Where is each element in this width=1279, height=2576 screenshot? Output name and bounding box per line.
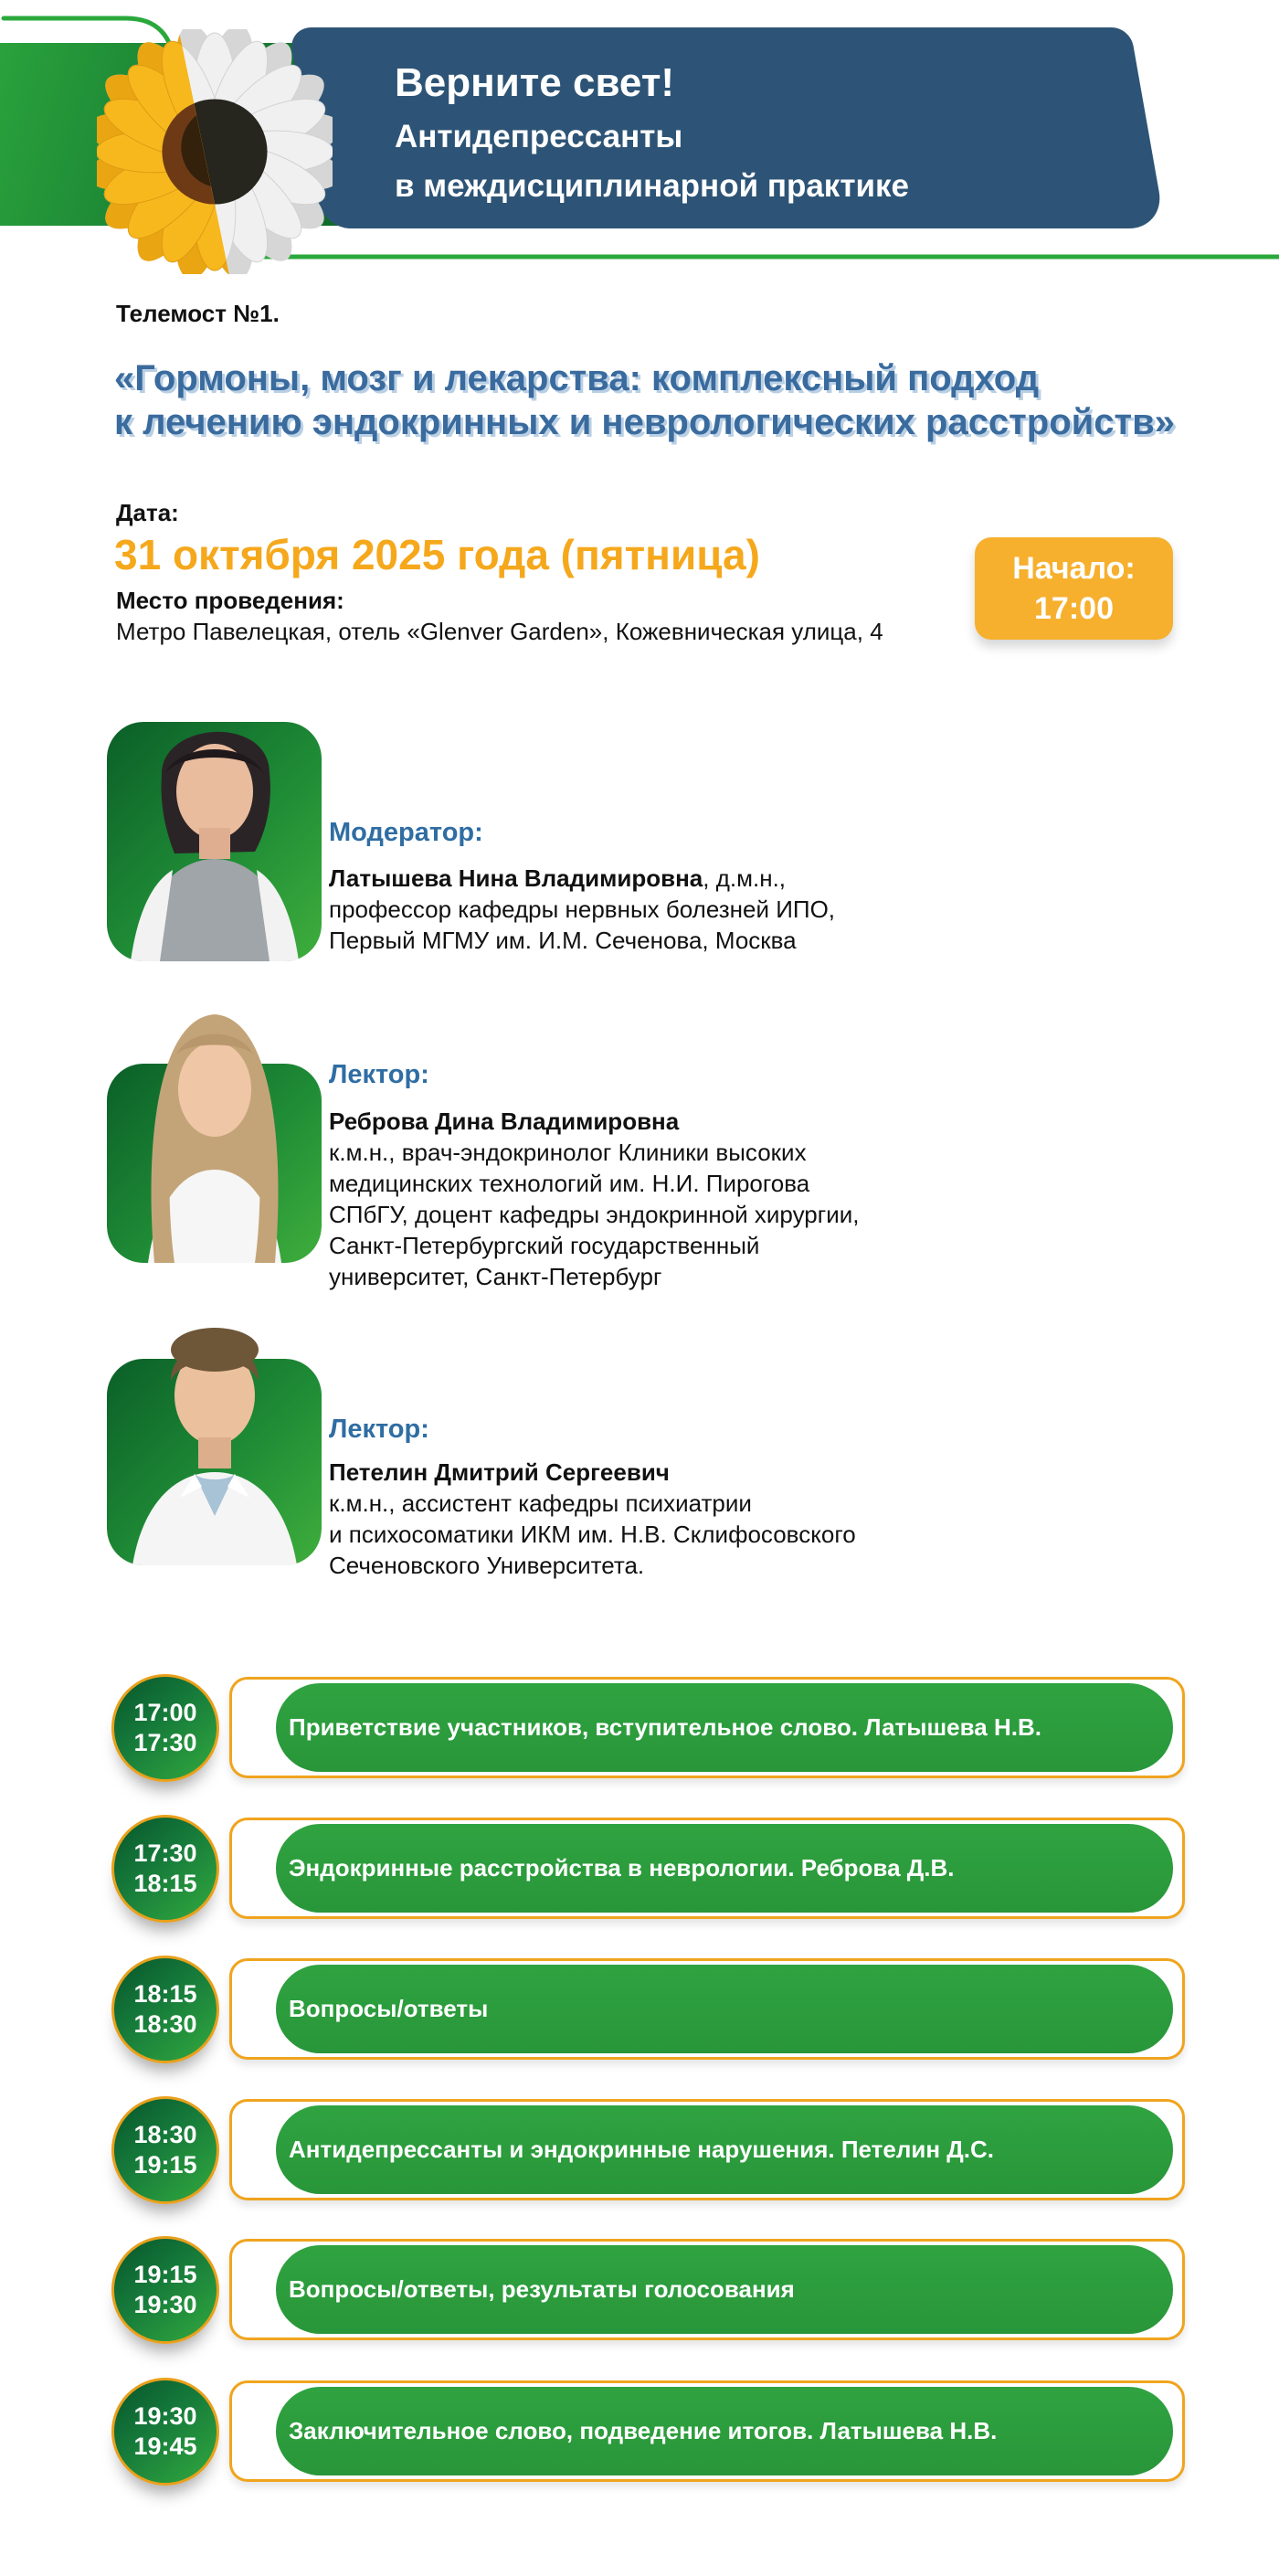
time-start: 17:30 xyxy=(133,1839,197,1867)
time-start: 18:15 xyxy=(133,1980,197,2008)
agenda-row xyxy=(229,2380,1185,2482)
agenda-row-fill xyxy=(276,1683,1173,1772)
speaker-role: Лектор: xyxy=(329,1060,429,1089)
agenda-row-fill xyxy=(276,2245,1173,2334)
time-start: 18:30 xyxy=(133,2121,197,2148)
speaker-bio-line: к.м.н., врач-эндокринолог Клиники высоких xyxy=(329,1139,807,1166)
header-subtitle-line: в междисциплинарной практике xyxy=(395,168,909,204)
agenda-time-badge xyxy=(111,2096,219,2204)
speaker-bio-line: Первый МГМУ им. И.М. Сеченова, Москва xyxy=(329,927,797,954)
speaker-name: Петелин Дмитрий Сергеевич xyxy=(329,1458,670,1486)
agenda-time-badge xyxy=(111,1674,219,1782)
header-title: Верните свет! xyxy=(395,60,675,105)
sunflower-icon xyxy=(97,29,333,274)
agenda-item-title: Эндокринные расстройства в неврологии. Реброва Д.В. xyxy=(289,1854,955,1882)
agenda-item-title: Вопросы/ответы, результаты голосования xyxy=(289,2275,795,2303)
speaker-bio-line: медицинских технологий им. Н.И. Пирогова xyxy=(329,1170,810,1197)
time-end: 19:15 xyxy=(133,2151,197,2178)
agenda-item-title: Антидепрессанты и эндокринные нарушения. Петелин Д.С. xyxy=(289,2136,995,2163)
speaker-name-line xyxy=(329,1458,670,1487)
speaker-role: Модератор: xyxy=(329,818,483,847)
event-title-line: к лечению эндокринных и неврологических расстройств» xyxy=(114,402,1175,442)
speaker-bio-line: профессор кафедры нервных болезней ИПО, xyxy=(329,896,836,923)
speaker-name-line xyxy=(329,864,786,893)
speaker-bio-line: и психосоматики ИКМ им. Н.В. Склифосовского xyxy=(329,1521,856,1548)
agenda-row-fill xyxy=(276,1965,1173,2053)
portrait-man-short-hair-white-coat-icon xyxy=(107,1293,322,1565)
time-end: 18:30 xyxy=(133,2010,197,2038)
date-label: Дата: xyxy=(116,499,179,526)
agenda-row-fill xyxy=(276,1824,1173,1913)
time-start: 19:15 xyxy=(133,2261,197,2288)
start-time: 17:00 xyxy=(1034,591,1114,626)
header-subtitle-line: Антидепрессанты xyxy=(395,119,683,154)
agenda-item-title: Заключительное слово, подведение итогов. Латышева Н.В. xyxy=(289,2417,998,2444)
event-title-line: «Гормоны, мозг и лекарства: комплексный подход xyxy=(114,358,1040,398)
agenda-row-fill xyxy=(276,2387,1173,2475)
speaker-photo xyxy=(107,991,322,1263)
speaker-photo xyxy=(107,1293,322,1565)
speaker-bio-line: СПбГУ, доцент кафедры эндокринной хирургии, xyxy=(329,1201,860,1228)
date-value: 31 октября 2025 года (пятница) xyxy=(114,531,760,578)
agenda-item-title: Приветствие участников, вступительное слово. Латышева Н.В. xyxy=(289,1713,1041,1741)
agenda-row xyxy=(229,1958,1185,2060)
speaker-name-line xyxy=(329,1108,679,1136)
agenda-row xyxy=(229,2099,1185,2200)
speaker-role: Лектор: xyxy=(329,1415,429,1444)
series-label: Телемост №1. xyxy=(116,300,280,327)
speaker-bio-line: Сеченовского Университета. xyxy=(329,1552,645,1579)
agenda-row xyxy=(229,1818,1185,1919)
start-label: Начало: xyxy=(1012,551,1136,586)
portrait-woman-long-blond-hair-icon xyxy=(107,991,322,1263)
speaker-bio-line: к.м.н., ассистент кафедры психиатрии xyxy=(329,1489,752,1517)
speaker-photo xyxy=(107,689,322,961)
speaker-bio-line: Санкт-Петербургский государственный xyxy=(329,1232,760,1259)
speaker-name: Латышева Нина Владимировна xyxy=(329,864,703,892)
speaker-name-note: , д.м.н., xyxy=(703,864,787,892)
time-end: 18:15 xyxy=(133,1870,197,1897)
portrait-woman-short-dark-hair-icon xyxy=(107,689,322,961)
speaker-name: Реброва Дина Владимировна xyxy=(329,1108,680,1135)
venue-label: Место проведения: xyxy=(116,587,344,614)
time-start: 17:00 xyxy=(133,1699,197,1726)
agenda-row xyxy=(229,2239,1185,2340)
agenda-time-badge xyxy=(111,1815,219,1923)
agenda-time-badge xyxy=(111,2378,219,2486)
agenda-time-badge xyxy=(111,2236,219,2344)
speaker-bio-line: университет, Санкт-Петербург xyxy=(329,1263,662,1290)
time-start: 19:30 xyxy=(133,2402,197,2430)
start-time-badge xyxy=(975,537,1173,640)
agenda-time-badge xyxy=(111,1956,219,2063)
agenda-row-fill xyxy=(276,2105,1173,2194)
agenda-item-title: Вопросы/ответы xyxy=(289,1995,489,2022)
time-end: 17:30 xyxy=(133,1729,197,1756)
agenda-row xyxy=(229,1677,1185,1778)
venue-value: Метро Павелецкая, отель «Glenver Garden», Кожевническая улица, 4 xyxy=(116,618,883,645)
time-end: 19:45 xyxy=(133,2433,197,2460)
time-end: 19:30 xyxy=(133,2291,197,2318)
